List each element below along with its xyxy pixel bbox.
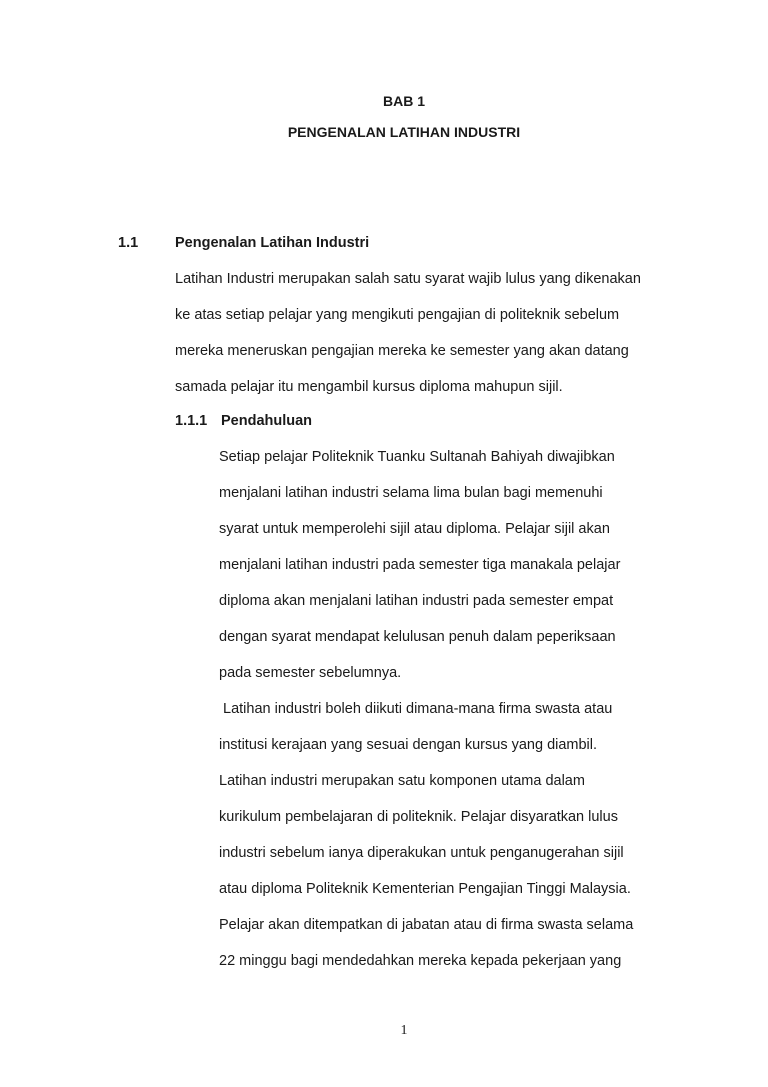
subsection-paragraph-line: kurikulum pembelajaran di politeknik. Pelajar disyaratkan lulus [219,809,618,825]
subsection-paragraph-line: institusi kerajaan yang sesuai dengan kursus yang diambil. [219,737,598,753]
chapter-label: BAB 1 [382,93,425,109]
subsection-paragraph-line: industri sebelum ianya diperakukan untuk penganugerahan sijil [219,845,624,861]
section-paragraph-line: samada pelajar itu mengambil kursus diploma mahupun sijil. [175,379,563,395]
subsection-paragraph-line: Latihan industri merupakan satu komponen utama dalam [219,773,585,789]
chapter-title: PENGENALAN LATIHAN INDUSTRI [287,124,521,140]
section-paragraph-line: Latihan Industri merupakan salah satu syarat wajib lulus yang dikenakan [175,271,641,287]
subsection-paragraph-line: diploma akan menjalani latihan industri pada semester empat [219,593,614,609]
subsection-paragraph-line: pada semester sebelumnya. [219,665,402,681]
subsection-paragraph-line: Setiap pelajar Politeknik Tuanku Sultanah Bahiyah diwajibkan [219,449,615,465]
subsection-paragraph-line: menjalani latihan industri pada semester tiga manakala pelajar [219,557,621,573]
section-number: 1.1 [118,235,139,251]
subsection-paragraph-line: 22 minggu bagi mendedahkan mereka kepada pekerjaan yang [219,953,622,969]
subsection-number: 1.1.1 [175,413,208,429]
subsection-paragraph-line: menjalani latihan industri selama lima bulan bagi memenuhi [219,485,603,501]
subsection-paragraph-line: atau diploma Politeknik Kementerian Pengajian Tinggi Malaysia. [219,881,631,897]
subsection-paragraph-line: Latihan industri boleh diikuti dimana-mana firma swasta atau [219,701,613,717]
subsection-paragraph-line: Pelajar akan ditempatkan di jabatan atau di firma swasta selama [219,917,634,933]
page-number: 1 [400,1023,408,1038]
section-title: Pengenalan Latihan Industri [175,235,370,251]
section-paragraph-line: ke atas setiap pelajar yang mengikuti pengajian di politeknik sebelum [175,307,620,323]
subsection-paragraph-line: syarat untuk memperolehi sijil atau diploma. Pelajar sijil akan [219,521,610,537]
subsection-title: Pendahuluan [221,413,313,429]
subsection-paragraph-line: dengan syarat mendapat kelulusan penuh dalam peperiksaan [219,629,616,645]
section-paragraph-line: mereka meneruskan pengajian mereka ke semester yang akan datang [175,343,629,359]
